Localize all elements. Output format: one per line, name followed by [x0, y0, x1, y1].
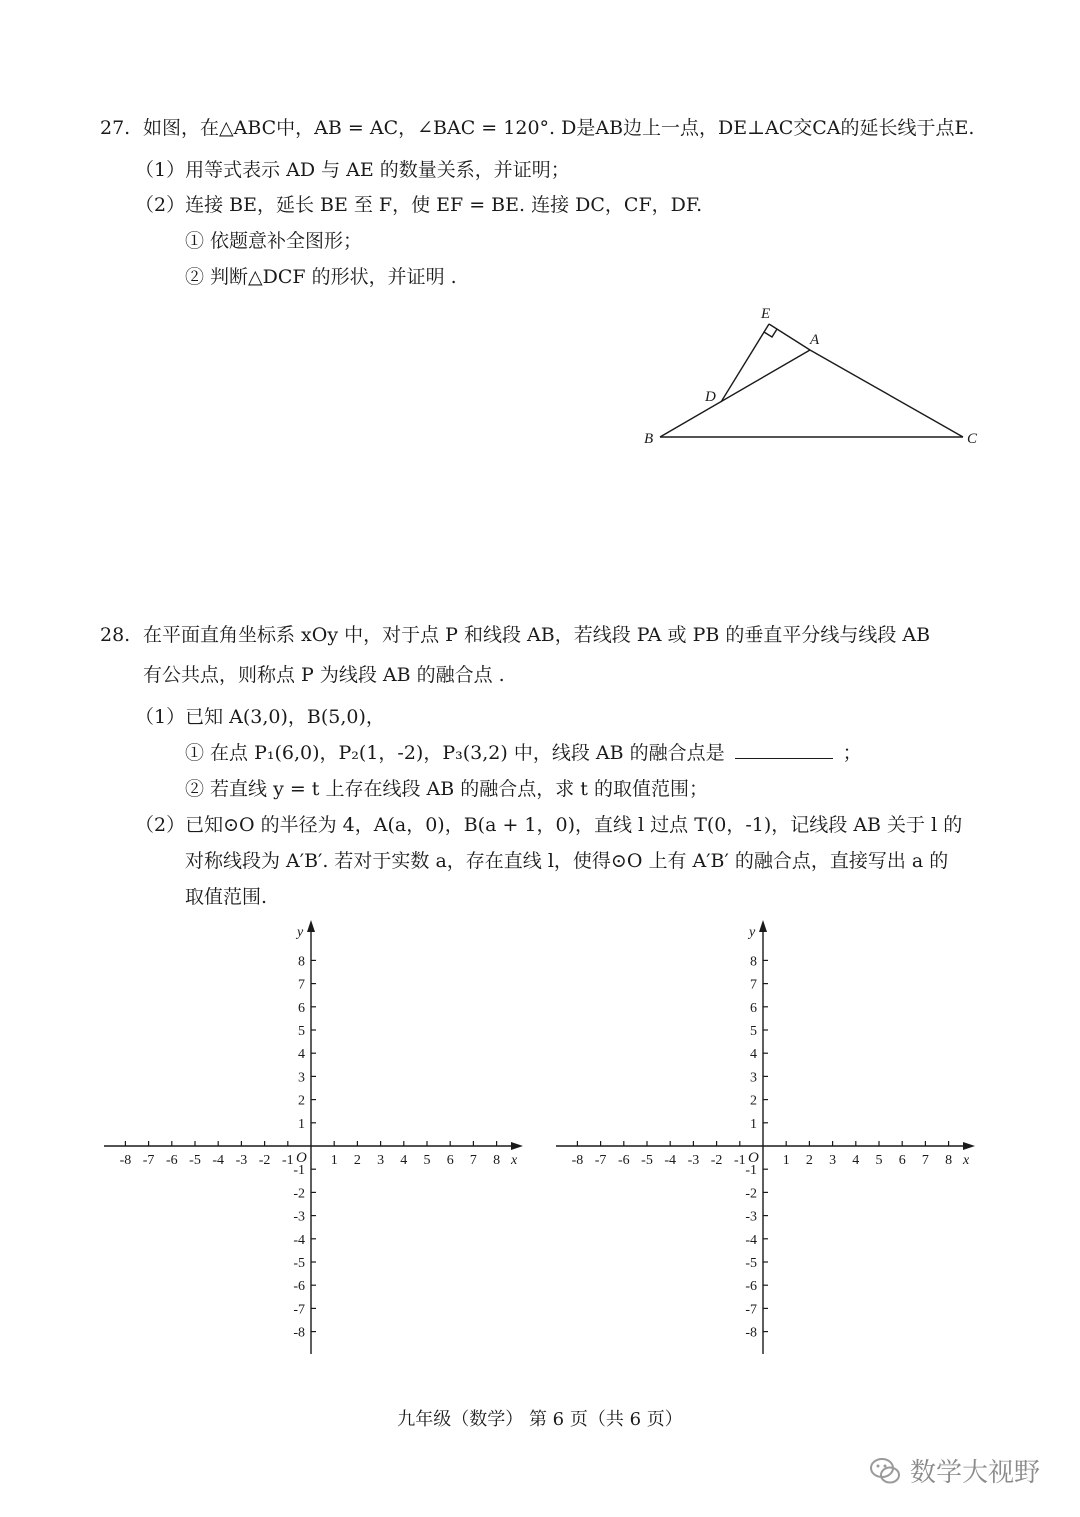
x-tick-label: 3	[377, 1153, 385, 1168]
page-footer: 九年级（数学） 第 6 页（共 6 页）	[397, 1409, 683, 1430]
y-tick-label: -2	[745, 1186, 757, 1202]
y-tick-label: 6	[298, 1000, 305, 1016]
x-axis-label: x	[511, 1153, 518, 1168]
q28-part2-line2: 对称线段为 A′B′. 若对于实数 a，存在直线 l，使得⊙O 上有 A′B′ 的融合点，直接写出 a 的	[185, 850, 949, 872]
y-tick-label: -4	[293, 1232, 305, 1248]
x-tick-label: 7	[469, 1153, 477, 1168]
q28-part2-line1: （2）已知⊙O 的半径为 4，A(a，0)，B(a + 1，0)，直线 l 过点 T(0，-1)，记线段 AB 关于 l 的	[135, 814, 963, 836]
y-tick-label: -6	[745, 1279, 757, 1295]
y-tick-label: -3	[745, 1209, 757, 1225]
y-tick-label: -5	[293, 1256, 305, 1271]
x-tick-label: -2	[710, 1153, 723, 1168]
x-tick-label: 5	[423, 1153, 431, 1168]
label-B: B	[644, 431, 654, 447]
x-tick-label: -4	[212, 1153, 225, 1168]
q28-part2-line3: 取值范围.	[185, 886, 268, 908]
x-tick-label: 1	[782, 1153, 790, 1168]
x-tick-label: 1	[330, 1153, 338, 1168]
x-tick-label: 7	[921, 1153, 929, 1168]
triangle-figure	[630, 300, 990, 460]
label-C: C	[967, 431, 978, 447]
axis-lines	[104, 924, 519, 1354]
x-tick-label: 2	[353, 1153, 361, 1168]
y-axis-arrow	[759, 920, 767, 932]
y-tick-label: 3	[298, 1070, 305, 1086]
x-tick-label: 4	[852, 1153, 860, 1168]
wechat-icon	[868, 1454, 902, 1488]
q28-part1-1-text: ① 在点 P₁(6,0)，P₂(1，-2)，P₃(3,2) 中，线段 AB 的融合点是	[185, 742, 725, 764]
y-tick-label: 7	[298, 977, 305, 993]
watermark-text: 数学大视野	[910, 1458, 1041, 1488]
label-A: A	[810, 332, 820, 348]
y-axis-label: y	[749, 925, 756, 940]
q27-part2-1: ① 依题意补全图形；	[185, 230, 363, 252]
x-axis-arrow	[511, 1142, 523, 1150]
y-tick-label: -7	[293, 1302, 305, 1318]
x-tick-label: -6	[617, 1153, 630, 1168]
label-D: D	[705, 389, 716, 405]
watermark	[868, 1452, 1040, 1489]
y-tick-label: 4	[298, 1047, 305, 1063]
segment-BA	[660, 350, 810, 437]
y-tick-label: -1	[745, 1163, 757, 1179]
y-tick-label: -6	[293, 1279, 305, 1295]
origin-label: O	[748, 1150, 759, 1166]
y-tick-label: -5	[745, 1256, 757, 1271]
y-tick-label: -8	[293, 1325, 305, 1341]
y-tick-label: 3	[750, 1070, 757, 1086]
y-tick-label: 2	[750, 1093, 757, 1109]
x-tick-label: 2	[805, 1153, 813, 1168]
x-tick-label: -5	[641, 1153, 653, 1168]
x-tick-label: -1	[733, 1153, 746, 1168]
axis-lines	[556, 924, 971, 1354]
x-tick-label: -3	[235, 1153, 248, 1168]
y-tick-label: 7	[750, 977, 757, 993]
x-tick-label: -5	[189, 1153, 201, 1168]
y-tick-label: 5	[750, 1024, 757, 1039]
x-tick-label: -7	[142, 1153, 155, 1168]
answer-blank[interactable]	[735, 740, 833, 759]
y-tick-label: 8	[298, 954, 305, 970]
x-tick-label: -2	[258, 1153, 271, 1168]
x-tick-label: 5	[875, 1153, 883, 1168]
q28-stem-line2: 有公共点，则称点 P 为线段 AB 的融合点 .	[143, 664, 505, 686]
y-tick-label: 1	[298, 1116, 305, 1132]
x-tick-label: 4	[400, 1153, 408, 1168]
x-axis-label: x	[963, 1153, 970, 1168]
x-tick-label: -3	[687, 1153, 700, 1168]
y-axis-label: y	[297, 925, 304, 940]
x-tick-label: 6	[446, 1153, 454, 1168]
x-tick-label: -8	[571, 1153, 584, 1168]
y-tick-label: 1	[750, 1116, 757, 1132]
y-tick-label: 4	[750, 1047, 757, 1063]
segment-DE	[721, 324, 769, 402]
q27-stem: 如图，在△ABC中，AB = AC，∠BAC = 120°. D是AB边上一点，DE⊥AC交CA的延长线于点E.	[143, 117, 975, 139]
y-tick-label: -3	[293, 1209, 305, 1225]
x-tick-label: 3	[829, 1153, 837, 1168]
y-tick-label: -2	[293, 1186, 305, 1202]
y-tick-label: -8	[745, 1325, 757, 1341]
x-tick-label: -8	[119, 1153, 132, 1168]
q28-part1: （1）已知 A(3,0)，B(5,0)，	[135, 706, 385, 728]
y-tick-label: 2	[298, 1093, 305, 1109]
q28-stem-line1: 在平面直角坐标系 xOy 中，对于点 P 和线段 AB，若线段 PA 或 PB 的垂直平分线与线段 AB	[143, 624, 931, 646]
q28-part1-2: ② 若直线 y = t 上存在线段 AB 的融合点，求 t 的取值范围；	[185, 778, 708, 800]
q28-part1-1-end: ；	[842, 742, 862, 764]
x-tick-label: -4	[664, 1153, 677, 1168]
y-tick-label: -7	[745, 1302, 757, 1318]
x-tick-label: 8	[945, 1153, 953, 1168]
y-tick-label: -1	[293, 1163, 305, 1179]
x-tick-label: 6	[898, 1153, 906, 1168]
origin-label: O	[296, 1150, 307, 1166]
x-tick-label: -6	[165, 1153, 178, 1168]
q27-part2: （2）连接 BE，延长 BE 至 F，使 EF = BE. 连接 DC，CF，DF.	[135, 194, 703, 216]
label-E: E	[761, 306, 771, 322]
x-tick-label: -7	[594, 1153, 607, 1168]
q28-number: 28.	[100, 624, 131, 646]
q27-part2-2: ② 判断△DCF 的形状，并证明 .	[185, 266, 457, 288]
x-tick-label: -1	[281, 1153, 294, 1168]
segment-EA	[769, 324, 810, 350]
q27-part1: （1）用等式表示 AD 与 AE 的数量关系，并证明；	[135, 159, 570, 181]
x-tick-label: 8	[493, 1153, 501, 1168]
q27-number: 27.	[100, 117, 131, 139]
y-tick-label: 8	[750, 954, 757, 970]
y-tick-label: -4	[745, 1232, 757, 1248]
segment-AC	[810, 350, 963, 437]
q28-part1-1	[185, 740, 862, 766]
x-axis-arrow	[963, 1142, 975, 1150]
y-tick-label: 6	[750, 1000, 757, 1016]
y-axis-arrow	[307, 920, 315, 932]
y-tick-label: 5	[298, 1024, 305, 1039]
